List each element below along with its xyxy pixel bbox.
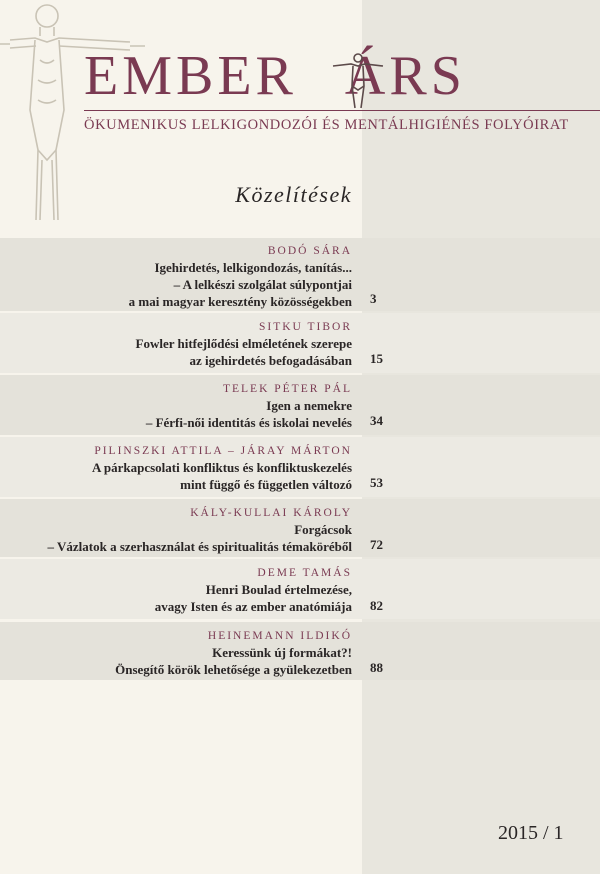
- toc-title-line: – A lelkészi szolgálat súlypontjai: [173, 277, 352, 292]
- toc-entry: [0, 629, 352, 678]
- journal-title-left: EMBER: [84, 45, 297, 107]
- title-figure-icon: [329, 52, 387, 110]
- journal-title: [84, 45, 466, 107]
- toc-title-line: avagy Isten és az ember anatómiája: [154, 599, 352, 614]
- toc-title-line: Igen a nemekre: [266, 398, 352, 413]
- toc-entry: [0, 382, 352, 431]
- journal-subtitle: ÖKUMENIKUS LELKIGONDOZÓI ÉS MENTÁLHIGIÉNÉS FOLYÓIRAT: [84, 117, 569, 133]
- toc-title-line: – Férfi-női identitás és iskolai nevelés: [145, 415, 352, 430]
- toc-page-number: 88: [370, 660, 383, 675]
- toc-title-line: – Vázlatok a szerhasználat és spiritualitás témaköréből: [47, 539, 352, 554]
- toc-page-number: 34: [370, 413, 383, 428]
- toc-page-number: 53: [370, 475, 383, 490]
- toc-title-line: Keressünk új formákat?!: [212, 645, 352, 660]
- toc-entry: [0, 506, 352, 555]
- toc-page-number: 3: [370, 291, 377, 306]
- issue-number: 2015 / 1: [498, 822, 564, 844]
- toc-title-line: A párkapcsolati konfliktus és konfliktuskezelés: [91, 460, 352, 475]
- journal-title-right: ÁRS: [344, 45, 466, 107]
- toc-author: PILINSZKI ATTILA – JÁRAY MÁRTON: [94, 445, 352, 457]
- title-rule: [84, 110, 600, 111]
- toc-entry: [0, 444, 352, 493]
- toc-author: SITKU TIBOR: [258, 321, 352, 333]
- toc-entry: [0, 244, 352, 310]
- toc-author: TELEK PÉTER PÁL: [222, 383, 352, 395]
- toc-author: BODÓ SÁRA: [267, 245, 352, 257]
- toc-title-line: Önsegítő körök lehetősége a gyülekezetben: [115, 662, 352, 677]
- toc-title-line: a mai magyar keresztény közösségekben: [128, 294, 352, 309]
- toc-title-line: Igehirdetés, lelkigondozás, tanítás...: [154, 260, 352, 275]
- toc-title-line: az igehirdetés befogadásában: [189, 353, 352, 368]
- toc-title-line: Forgácsok: [294, 522, 352, 537]
- toc-author: DEME TAMÁS: [257, 567, 352, 579]
- toc-author: HEINEMANN ILDIKÓ: [207, 630, 352, 642]
- toc-entry: [0, 566, 352, 615]
- section-title: Közelítések: [235, 182, 352, 207]
- toc-entry: [0, 320, 352, 369]
- toc-title-line: Henri Boulad értelmezése,: [205, 582, 352, 597]
- toc-title-line: mint függő és független változó: [180, 477, 352, 492]
- toc-author: KÁLY-KULLAI KÁROLY: [190, 507, 352, 519]
- toc-page-number: 72: [370, 537, 383, 552]
- toc-title-line: Fowler hitfejlődési elméletének szerepe: [135, 336, 352, 351]
- toc-page-number: 82: [370, 598, 383, 613]
- toc-page-number: 15: [370, 351, 383, 366]
